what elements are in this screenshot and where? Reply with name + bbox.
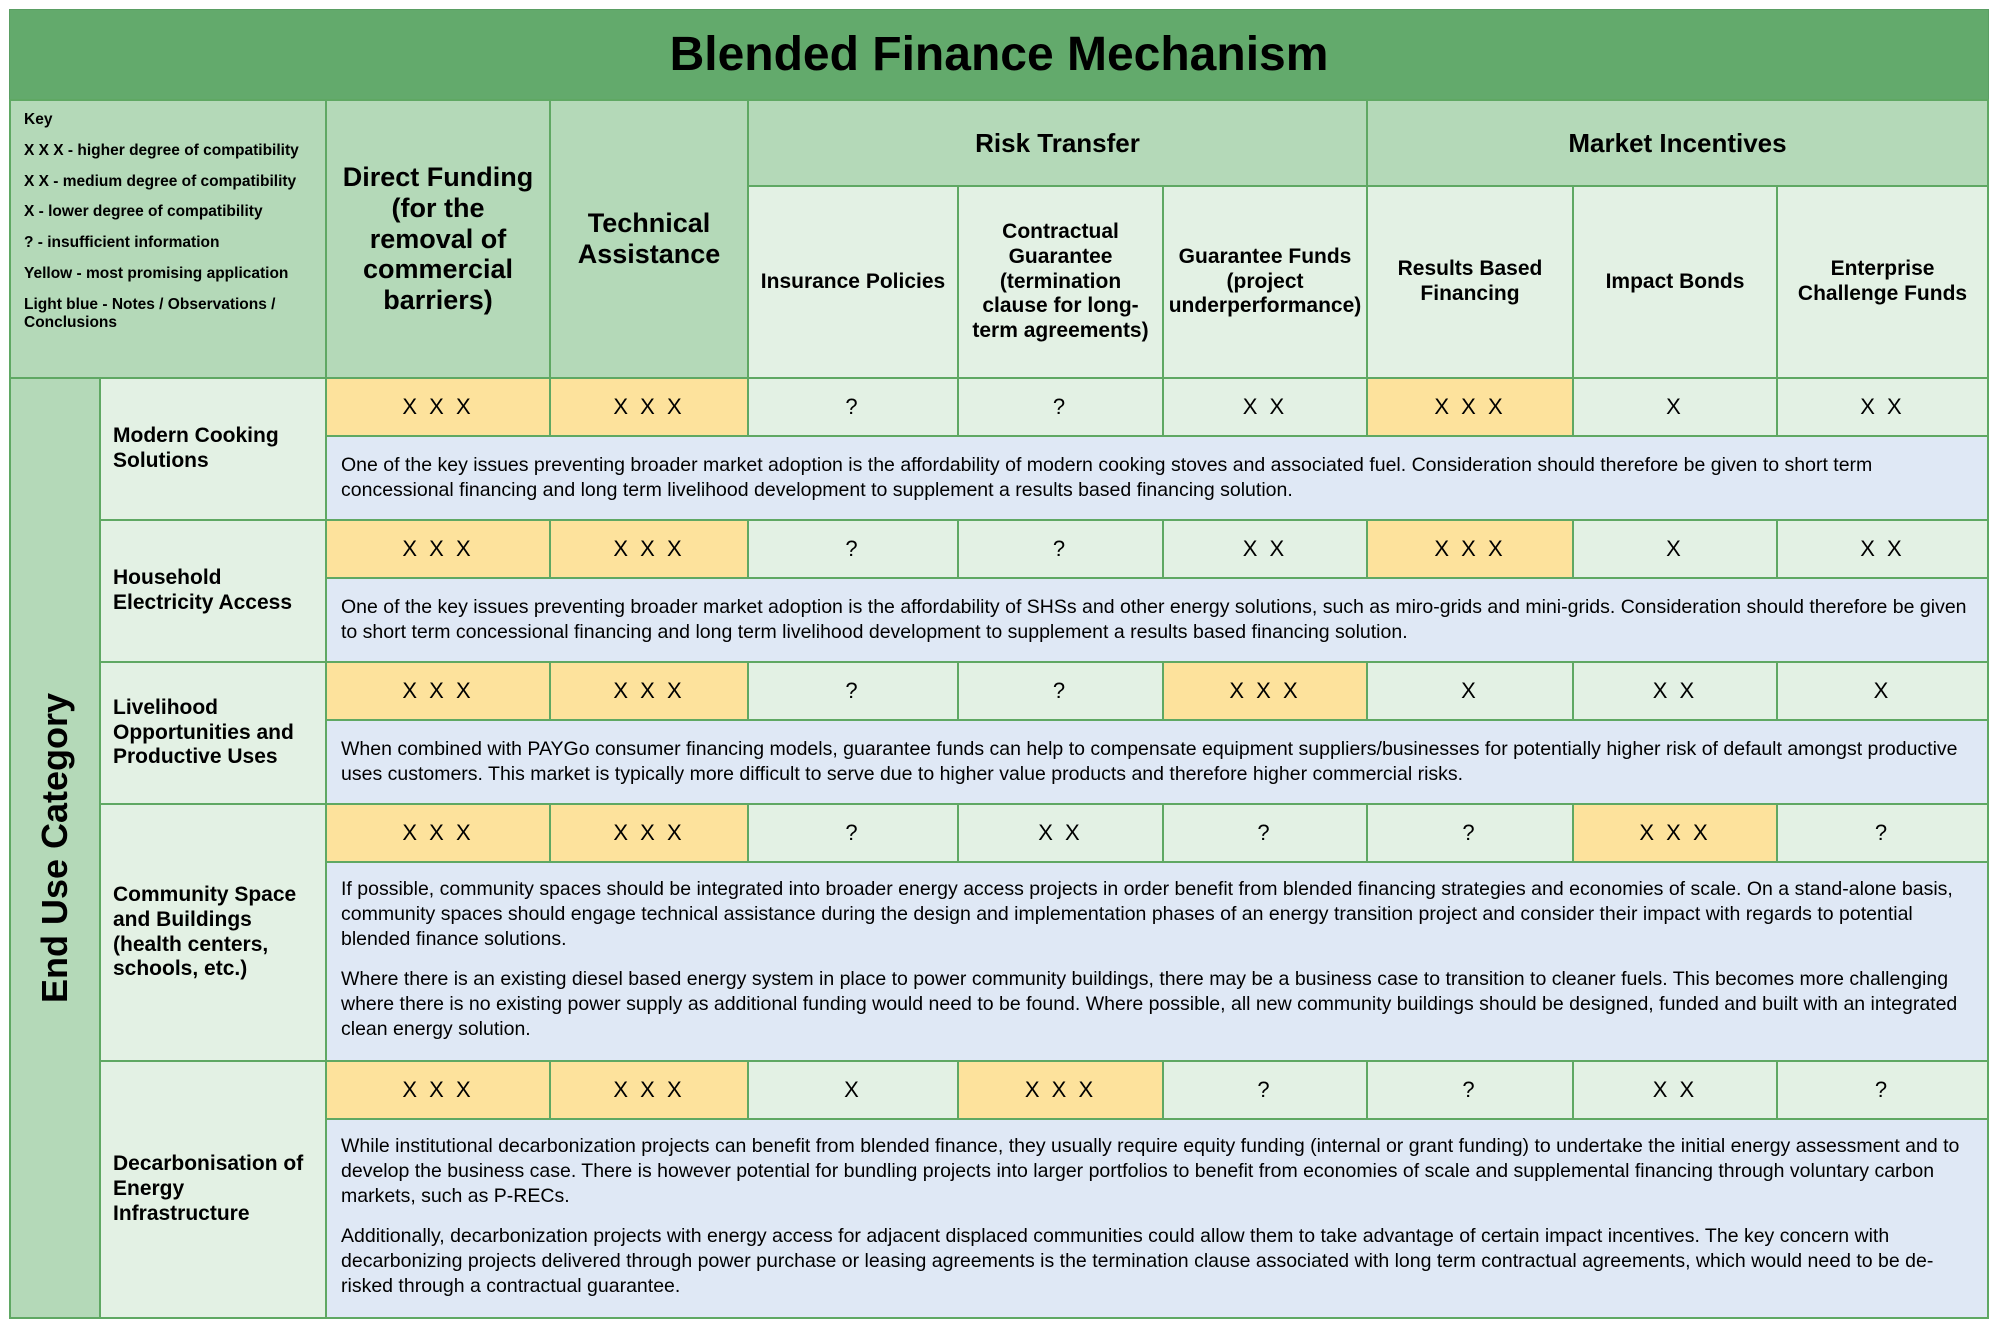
note-paragraph: When combined with PAYGo consumer financing models, guarantee funds can help to compensate equipment suppliers/businesses for potentially higher risk of default amongst productive uses customers. This market is typically more difficult to serve due to higher value products and therefore higher commercial risks. — [341, 738, 1958, 785]
note-paragraph: Where there is an existing diesel based energy system in place to power community buildings, there may be a business case to transition to cleaner fuels. This becomes more challenging where there is no existing power supply as additional funding would need to be found. Where possible, all new community buildings should be designed, funded and built with an integrated clean energy solution. — [341, 968, 1958, 1040]
key-line: X X X - higher degree of compatibility — [24, 141, 299, 159]
compatibility-cell: X X — [1162, 377, 1368, 437]
note-paragraph: If possible, community spaces should be integrated into broader energy access projects in order benefit from blended financing strategies and economies of scale. On a stand-alone basis, community spaces should engage technical assistance during the design and implementation phases of an energy transition project and consider their impact with regards to potential blended finance solutions. — [341, 878, 1953, 950]
compatibility-cell: ? — [1366, 1060, 1574, 1120]
compatibility-cell: ? — [747, 803, 959, 863]
compatibility-cell: ? — [1162, 803, 1368, 863]
compatibility-cell: X X — [1572, 1060, 1778, 1120]
compatibility-cell: ? — [1366, 803, 1574, 863]
compatibility-cell: X X X — [549, 377, 749, 437]
row-label: Livelihood Opportunities and Productive Uses — [99, 661, 327, 805]
compatibility-cell: X X X — [325, 1060, 551, 1120]
compatibility-cell: X X — [1776, 519, 1989, 579]
column-subheader-market-incentives: Results Based Financing — [1366, 185, 1574, 379]
key-legend — [9, 99, 327, 379]
compatibility-cell: X X X — [957, 1060, 1164, 1120]
row-label: Decarbonisation of Energy Infrastructure — [99, 1060, 327, 1319]
key-line: ? - insufficient information — [24, 234, 220, 252]
note-paragraph: Additionally, decarbonization projects with energy access for adjacent displaced communities could allow them to take advantage of certain impact incentives. The key concern with decarbonizing projects delivered through power purchase or leasing agreements is the termination clause associated with long term contractual agreements, which would need to be de-risked through a contractual guarantee. — [341, 1225, 1934, 1297]
key-line: Light blue - Notes / Observations / Conclusions — [24, 295, 276, 331]
compatibility-cell: X X X — [325, 803, 551, 863]
key-line: X - lower degree of compatibility — [24, 203, 263, 221]
column-group-risk-transfer: Risk Transfer — [747, 99, 1368, 187]
compatibility-cell: ? — [957, 661, 1164, 721]
compatibility-cell: X — [1572, 519, 1778, 579]
note-paragraph: One of the key issues preventing broader market adoption is the affordability of SHSs and other energy solutions, such as miro-grids and mini-grids. Consideration should therefore be given to short term concessional financing and long term livelihood development to supplement a results based financing solution. — [341, 596, 1967, 643]
compatibility-cell: X X X — [549, 803, 749, 863]
compatibility-cell: ? — [957, 377, 1164, 437]
column-subheader-risk-transfer: Insurance Policies — [747, 185, 959, 379]
compatibility-cell: X X X — [549, 1060, 749, 1120]
compatibility-cell: X X X — [325, 519, 551, 579]
compatibility-cell: X X X — [1366, 519, 1574, 579]
compatibility-cell: ? — [747, 377, 959, 437]
compatibility-cell: X X X — [549, 661, 749, 721]
key-line: X X - medium degree of compatibility — [24, 172, 297, 190]
compatibility-cell: X — [1366, 661, 1574, 721]
compatibility-cell: X X X — [1366, 377, 1574, 437]
column-subheader-market-incentives: Enterprise Challenge Funds — [1776, 185, 1989, 379]
side-label-text: End Use Category — [34, 692, 76, 1004]
page-title: Blended Finance Mechanism — [9, 9, 1989, 100]
compatibility-cell: X X — [1776, 377, 1989, 437]
end-use-category-label — [9, 377, 101, 1319]
blended-finance-table — [9, 9, 1989, 1319]
compatibility-cell: X — [1572, 377, 1778, 437]
notes-cell — [325, 1118, 1989, 1319]
compatibility-cell: X X X — [325, 661, 551, 721]
compatibility-cell: X X — [1162, 519, 1368, 579]
row-label: Modern Cooking Solutions — [99, 377, 327, 521]
compatibility-cell: X X X — [1572, 803, 1778, 863]
row-label: Household Electricity Access — [99, 519, 327, 663]
compatibility-cell: ? — [1776, 1060, 1989, 1120]
compatibility-cell: ? — [1776, 803, 1989, 863]
compatibility-cell: ? — [747, 519, 959, 579]
notes-cell — [325, 719, 1989, 805]
compatibility-cell: ? — [957, 519, 1164, 579]
compatibility-cell: X X X — [1162, 661, 1368, 721]
key-heading: Key — [24, 111, 53, 128]
notes-cell — [325, 577, 1989, 663]
compatibility-cell: ? — [747, 661, 959, 721]
column-subheader-risk-transfer: Contractual Guarantee (termination clause for long-term agreements) — [957, 185, 1164, 379]
compatibility-cell: X X X — [325, 377, 551, 437]
column-subheader-risk-transfer: Guarantee Funds (project underperformance) — [1162, 185, 1368, 379]
compatibility-cell: X — [1776, 661, 1989, 721]
compatibility-cell: ? — [1162, 1060, 1368, 1120]
compatibility-cell: X X X — [549, 519, 749, 579]
compatibility-cell: X — [747, 1060, 959, 1120]
note-paragraph: One of the key issues preventing broader market adoption is the affordability of modern cooking stoves and associated fuel. Consideration should therefore be given to short term concessional financing and long term livelihood development to supplement a results based financing solution. — [341, 454, 1873, 501]
note-paragraph: While institutional decarbonization projects can benefit from blended finance, they usually require equity funding (internal or grant funding) to undertake the initial energy assessment and to develop the business case. There is however potential for bundling projects into larger portfolios to benefit from economies of scale and supplemental financing through voluntary carbon markets, such as P-RECs. — [341, 1135, 1960, 1207]
compatibility-cell: X X — [957, 803, 1164, 863]
notes-cell — [325, 435, 1989, 521]
row-label: Community Space and Buildings (health centers, schools, etc.) — [99, 803, 327, 1062]
column-header-technical-assistance: Technical Assistance — [549, 99, 749, 379]
column-subheader-market-incentives: Impact Bonds — [1572, 185, 1778, 379]
column-header-direct-funding: Direct Funding (for the removal of commercial barriers) — [325, 99, 551, 379]
column-group-market-incentives: Market Incentives — [1366, 99, 1989, 187]
key-line: Yellow - most promising application — [24, 265, 289, 283]
notes-cell — [325, 861, 1989, 1062]
compatibility-cell: X X — [1572, 661, 1778, 721]
